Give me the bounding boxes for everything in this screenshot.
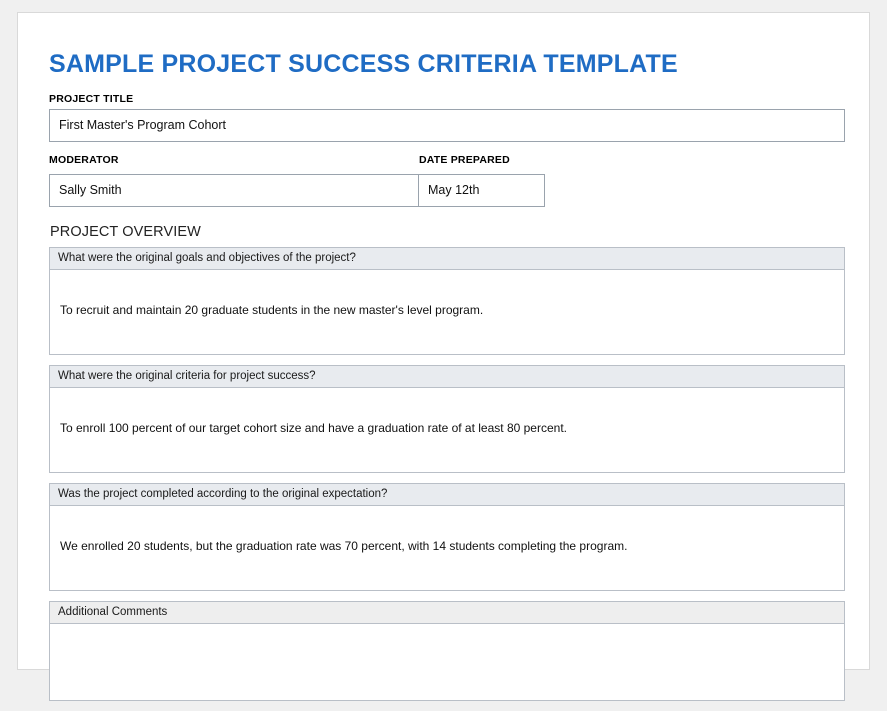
answer-box[interactable]: To enroll 100 percent of our target cohort size and have a graduation rate of at least 80 percent. xyxy=(49,387,845,473)
document-content xyxy=(49,51,845,711)
question-bar: Additional Comments xyxy=(49,601,845,623)
second-label-row xyxy=(49,154,845,170)
document-page xyxy=(17,12,870,670)
moderator-label: MODERATOR xyxy=(49,153,119,166)
project-title-label: PROJECT TITLE xyxy=(49,92,134,105)
question-bar: What were the original criteria for project success? xyxy=(49,365,845,387)
date-prepared-field[interactable]: May 12th xyxy=(419,174,545,207)
second-field-row xyxy=(49,174,845,207)
answer-box[interactable]: To recruit and maintain 20 graduate students in the new master's level program. xyxy=(49,269,845,355)
project-overview-heading: PROJECT OVERVIEW xyxy=(50,223,201,240)
moderator-field[interactable]: Sally Smith xyxy=(49,174,419,207)
question-bar: Was the project completed according to the original expectation? xyxy=(49,483,845,505)
overview-item-3 xyxy=(49,483,845,591)
answer-box[interactable] xyxy=(49,623,845,701)
date-prepared-label: DATE PREPARED xyxy=(419,153,510,166)
overview-item-1 xyxy=(49,247,845,355)
question-bar: What were the original goals and objectives of the project? xyxy=(49,247,845,269)
project-title-field[interactable]: First Master's Program Cohort xyxy=(49,109,845,142)
overview-item-4 xyxy=(49,601,845,701)
overview-item-2 xyxy=(49,365,845,473)
page-title: SAMPLE PROJECT SUCCESS CRITERIA TEMPLATE xyxy=(49,50,678,78)
answer-box[interactable]: We enrolled 20 students, but the graduation rate was 70 percent, with 14 students completing the program. xyxy=(49,505,845,591)
